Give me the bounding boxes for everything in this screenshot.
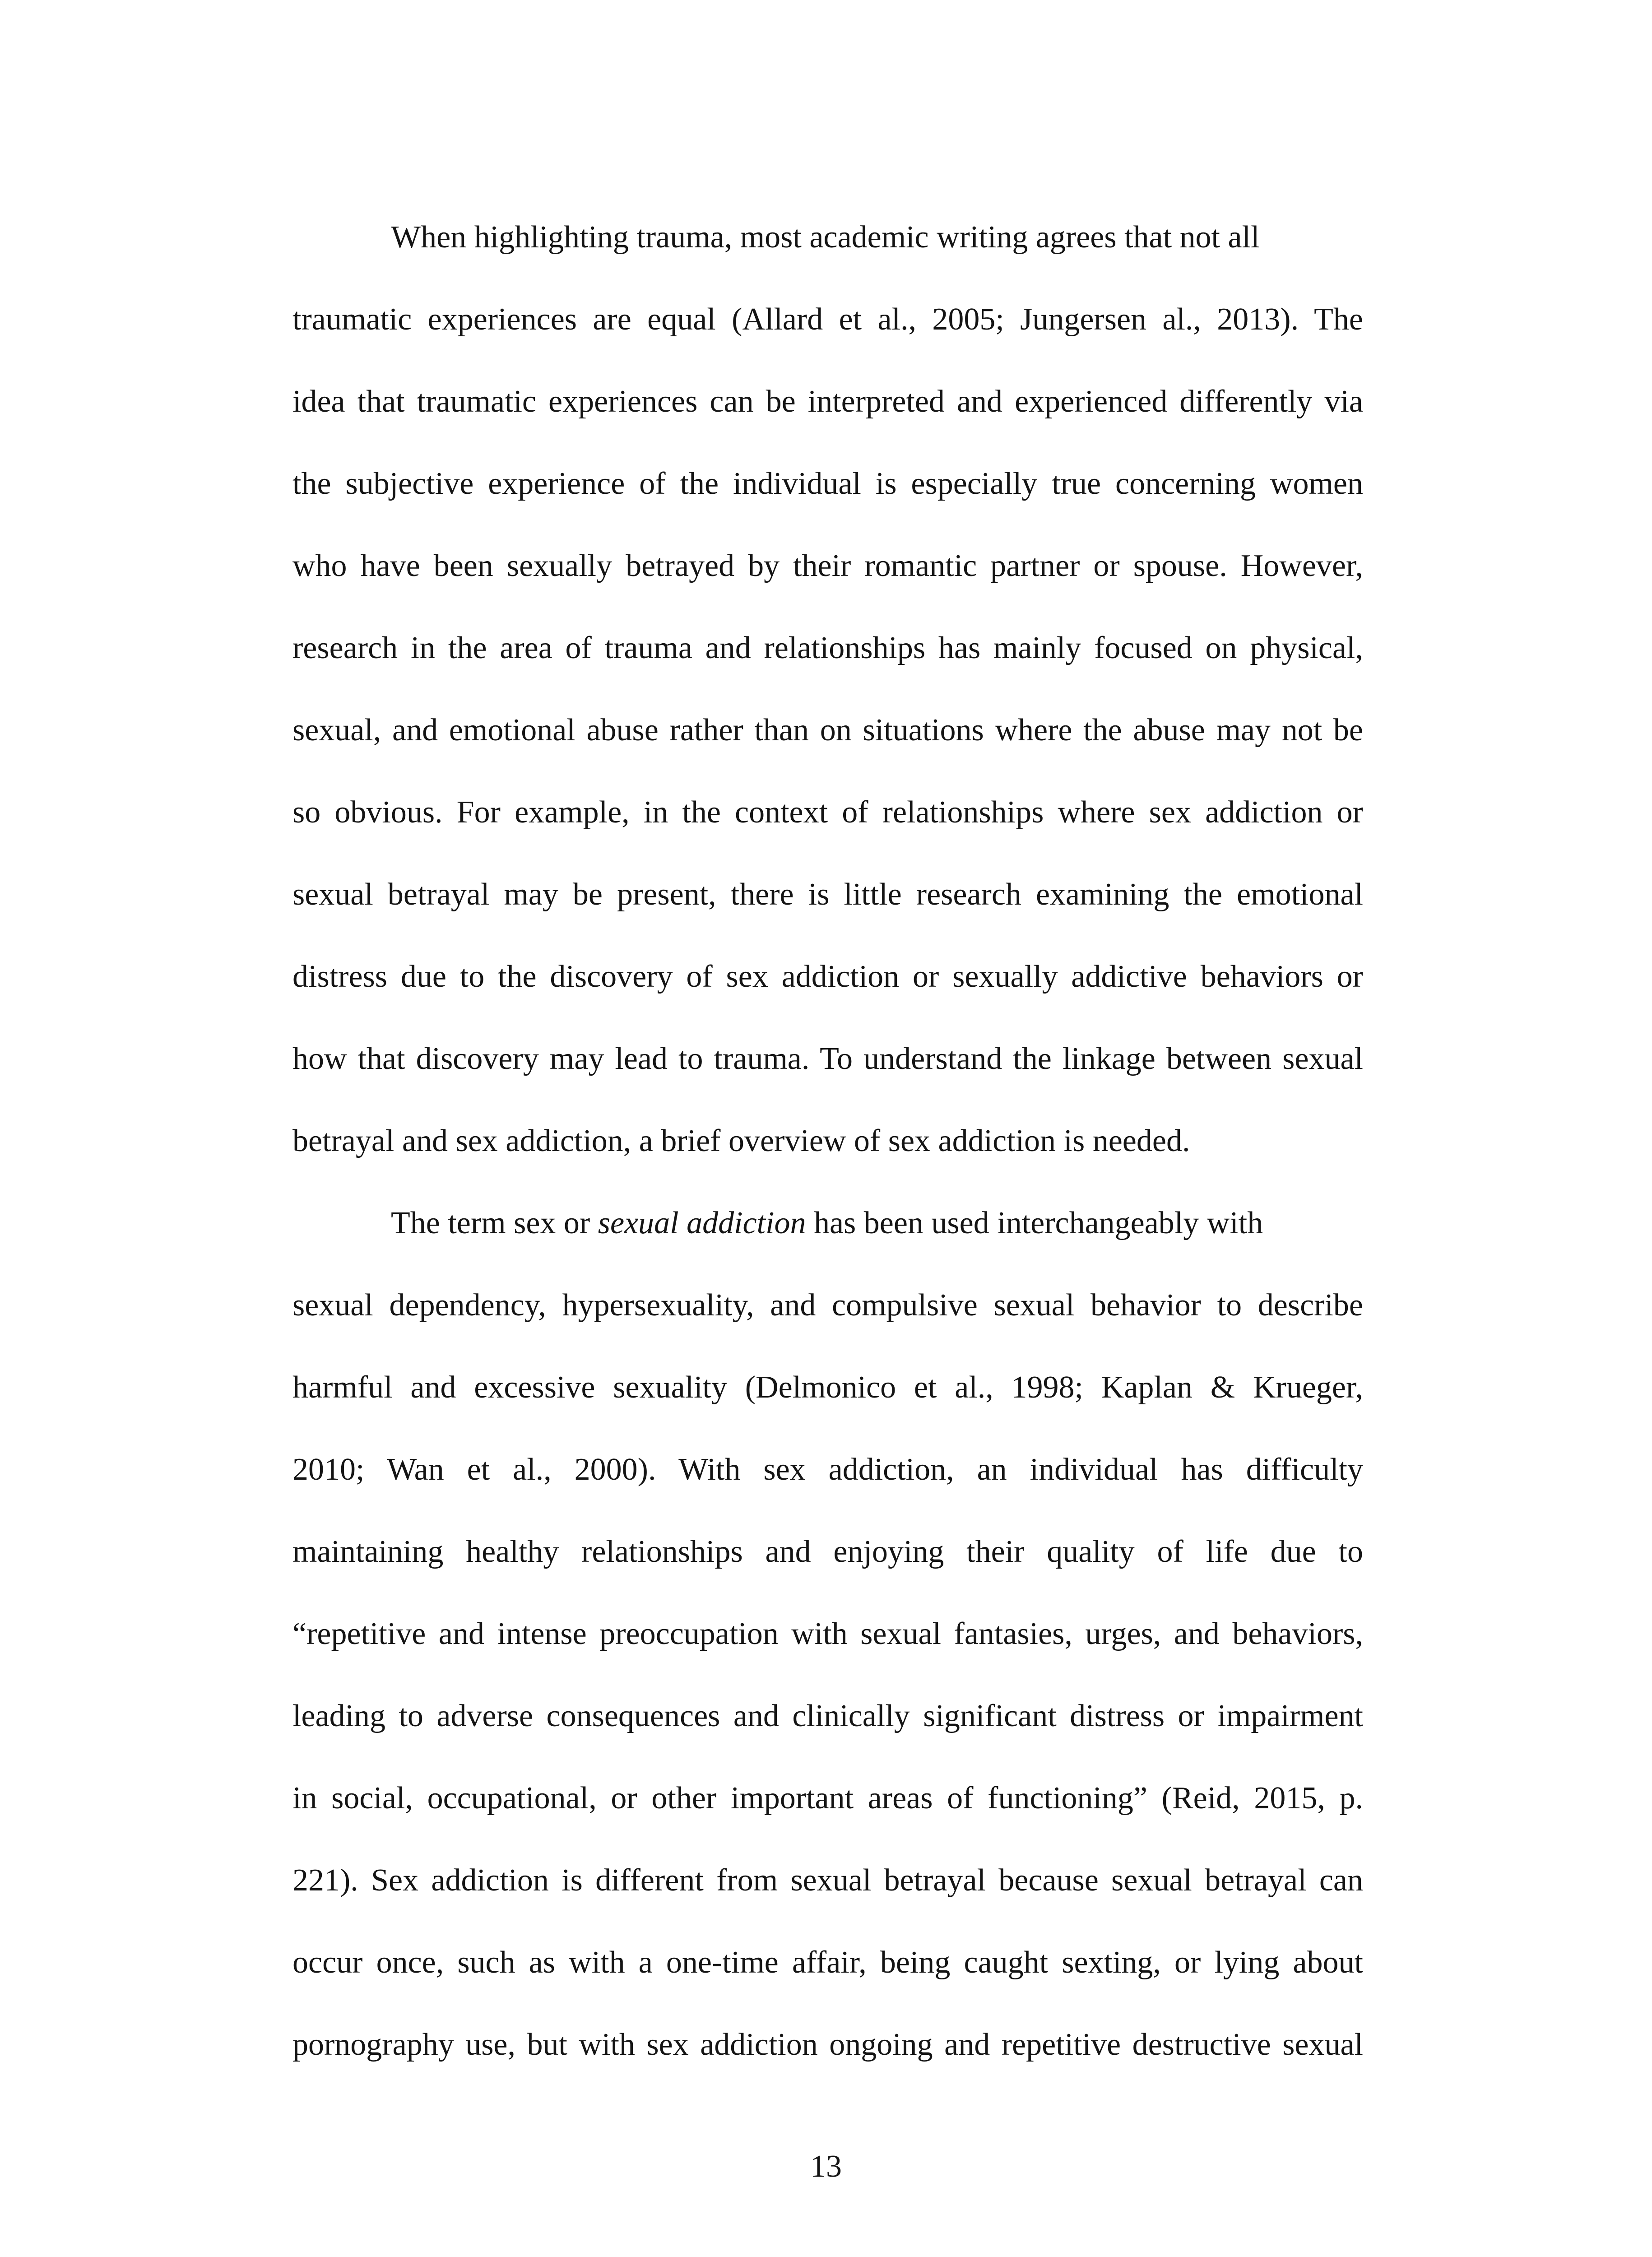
body-text <box>292 209 1363 2098</box>
text-line: who have been sexually betrayed by their romantic partner or spouse. However, <box>292 548 1363 583</box>
italic-term: sexual addiction <box>598 1206 806 1240</box>
text-line: sexual, and emotional abuse rather than on situations where the abuse may not be <box>292 713 1363 748</box>
text-line <box>292 1194 1363 1277</box>
text-line: so obvious. For example, in the context of relationships where sex addiction or <box>292 795 1363 830</box>
text-line: research in the area of trauma and relationships has mainly focused on physical, <box>292 631 1363 665</box>
text-line: traumatic experiences are equal (Allard et al., 2005; Jungersen al., 2013). The <box>292 302 1363 337</box>
text-line: harmful and excessive sexuality (Delmonico et al., 1998; Kaplan & Krueger, <box>292 1370 1363 1405</box>
text-line: 221). Sex addiction is different from sexual betrayal because sexual betrayal can <box>292 1863 1363 1898</box>
text-line: “repetitive and intense preoccupation with sexual fantasies, urges, and behaviors, <box>292 1616 1363 1651</box>
text-line: how that discovery may lead to trauma. To understand the linkage between sexual <box>292 1041 1363 1076</box>
text-line: in social, occupational, or other important areas of functioning” (Reid, 2015, p. <box>292 1781 1363 1816</box>
text-line: idea that traumatic experiences can be interpreted and experienced differently via <box>292 384 1363 419</box>
text-run: The term sex or <box>391 1206 598 1240</box>
text-line: distress due to the discovery of sex addiction or sexually addictive behaviors or <box>292 959 1363 994</box>
text-line: pornography use, but with sex addiction ongoing and repetitive destructive sexual <box>292 2027 1363 2062</box>
text-line: the subjective experience of the individual is especially true concerning women <box>292 466 1363 501</box>
text-line: leading to adverse consequences and clinically significant distress or impairment <box>292 1699 1363 1733</box>
text-line: betrayal and sex addiction, a brief overview of sex addiction is needed. <box>292 1124 1190 1158</box>
text-line: sexual betrayal may be present, there is little research examining the emotional <box>292 877 1363 912</box>
text-line: 2010; Wan et al., 2000). With sex addiction, an individual has difficulty <box>292 1452 1363 1487</box>
page-number: 13 <box>810 2149 842 2184</box>
text-line: occur once, such as with a one-time affair, being caught sexting, or lying about <box>292 1945 1363 1980</box>
text-line: maintaining healthy relationships and enjoying their quality of life due to <box>292 1534 1363 1569</box>
text-run: has been used interchangeably with <box>806 1206 1263 1240</box>
text-line: sexual dependency, hypersexuality, and compulsive sexual behavior to describe <box>292 1288 1363 1323</box>
text-line: When highlighting trauma, most academic writing agrees that not all <box>391 220 1260 255</box>
